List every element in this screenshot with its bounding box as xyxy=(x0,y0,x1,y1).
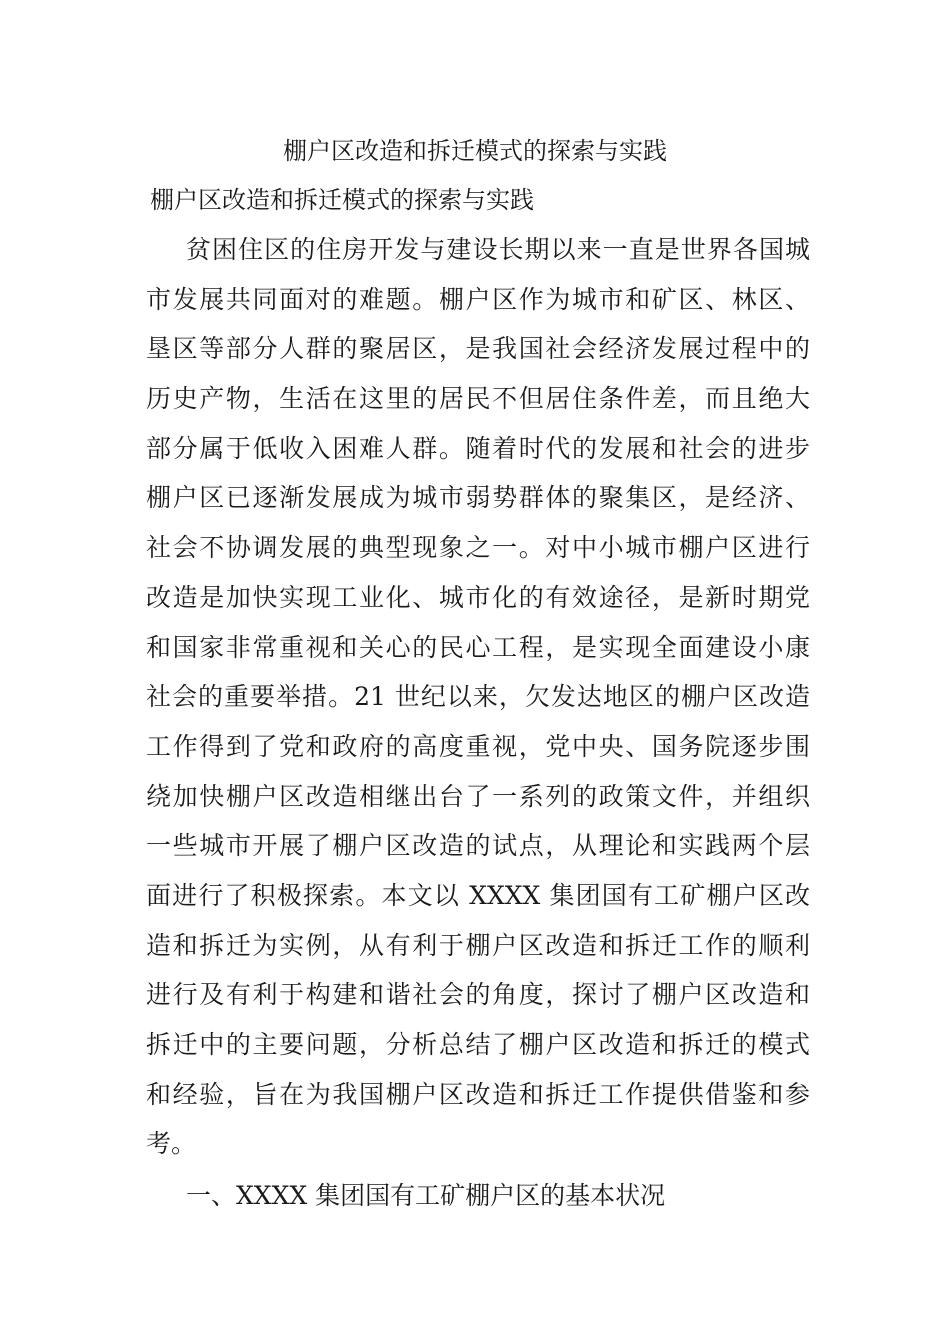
body-paragraph xyxy=(146,230,810,1174)
paragraph-line: 贫困住区的住房开发与建设长期以来一直是世界各国城 xyxy=(186,235,810,264)
document-title: 棚户区改造和拆迁模式的探索与实践 xyxy=(283,137,667,165)
paragraph-line: 棚户区已逐渐发展成为城市弱势群体的聚集区，是经济、 xyxy=(146,483,810,513)
paragraph-line: 垦区等部分人群的聚居区，是我国社会经济发展过程中的 xyxy=(146,334,810,364)
paragraph-line: 市发展共同面对的难题。棚户区作为城市和矿区、林区、 xyxy=(146,284,810,314)
paragraph-line: 历史产物，生活在这里的居民不但居住条件差，而且绝大 xyxy=(146,384,810,414)
paragraph-line: 造和拆迁为实例，从有利于棚户区改造和拆迁工作的顺利 xyxy=(146,930,810,960)
paragraph-line: 部分属于低收入困难人群。随着时代的发展和社会的进步 xyxy=(146,433,810,463)
paragraph-line: 拆迁中的主要问题，分析总结了棚户区改造和拆迁的模式 xyxy=(146,1030,810,1059)
paragraph-line: 绕加快棚户区改造相继出台了一系列的政策文件，并组织 xyxy=(146,781,810,811)
paragraph-line: 社会的重要举措。21 世纪以来，欠发达地区的棚户区改造 xyxy=(146,682,810,712)
paragraph-line: 和国家非常重视和关心的民心工程，是实现全面建设小康 xyxy=(146,632,810,662)
paragraph-line: 工作得到了党和政府的高度重视，党中央、国务院逐步围 xyxy=(146,731,810,761)
paragraph-line: 和经验，旨在为我国棚户区改造和拆迁工作提供借鉴和参 xyxy=(146,1079,810,1109)
paragraph-line: 社会不协调发展的典型现象之一。对中小城市棚户区进行 xyxy=(146,533,810,563)
paragraph-line: 面进行了积极探索。本文以 XXXX 集团国有工矿棚户区改 xyxy=(146,880,810,910)
paragraph-line: 一些城市开展了棚户区改造的试点，从理论和实践两个层 xyxy=(146,831,810,861)
paragraph-line: 进行及有利于构建和谐社会的角度，探讨了棚户区改造和 xyxy=(146,980,810,1010)
document-subtitle: 棚户区改造和拆迁模式的探索与实践 xyxy=(150,186,534,214)
paragraph-line: 考。 xyxy=(146,1129,197,1159)
paragraph-line: 改造是加快实现工业化、城市化的有效途径，是新时期党 xyxy=(146,582,810,612)
section-heading: 一、XXXX 集团国有工矿棚户区的基本状况 xyxy=(186,1181,666,1210)
